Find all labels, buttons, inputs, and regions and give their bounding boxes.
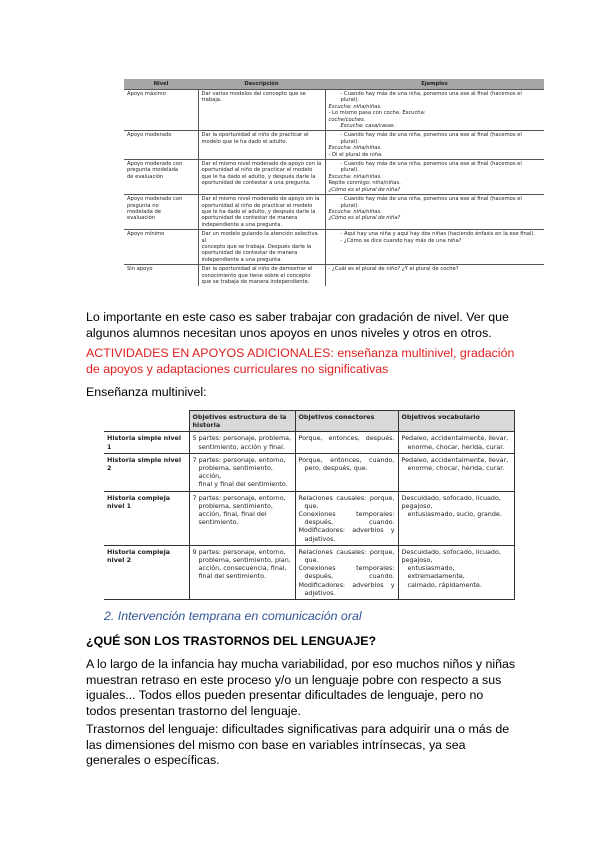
support-level-row — [124, 230, 544, 265]
descripcion-line: oportunidad de contestar de manera — [201, 215, 298, 222]
nivel-cell — [124, 90, 198, 131]
descripcion-line: oportunidad de contestar de manera — [201, 250, 298, 257]
vocabulario-cell — [398, 453, 514, 491]
descripcion-line: oportunidad al niño de practicar el modelo — [201, 202, 313, 209]
header-blank — [104, 411, 189, 432]
conectores-cell — [295, 453, 398, 491]
ejemplo-line: - Cuando hay más de una niña, ponemos una ese al final (hacemos el plural). — [340, 91, 522, 104]
descripcion-cell — [198, 90, 325, 131]
ejemplo-line: - Di el plural de niña. — [328, 151, 383, 158]
ejemplos-cell — [325, 131, 544, 160]
vocabulario-line: calmado, rápidamente. — [407, 580, 482, 589]
nivel-line: Apoyo mínimo — [127, 231, 165, 238]
multilevel-row — [104, 545, 514, 599]
conectores-line: después, cuando. — [304, 518, 395, 527]
support-levels-header-row — [124, 79, 544, 90]
support-level-row — [124, 195, 544, 230]
ejemplo-line: - Cuando hay más de una niña, ponemos una ese al final (hacemos el plural). — [340, 132, 522, 145]
vocabulario-line: Descuidado, sofocado, licuado, pegajoso, — [401, 493, 501, 510]
descripcion-line: Dar el mismo nivel moderado de apoyo con la — [201, 161, 322, 168]
nivel-line: de evaluación — [127, 173, 164, 180]
conectores-line: Conexiones temporales: — [298, 564, 395, 573]
estructura-line: problema, sentimiento, — [198, 501, 273, 510]
conectores-line: Porque, entonces, cuando, — [298, 455, 395, 464]
heading-actividades-apoyos: ACTIVIDADES EN APOYOS ADICIONALES: enseñanza multinivel, gradación de apoyos y adaptaciones curriculares no significativas — [86, 346, 515, 376]
ejemplos-cell — [325, 195, 544, 230]
descripcion-line: conocimiento que tiene sobre el concepto — [201, 272, 311, 279]
estructura-line: problema, sentimiento, acción, — [198, 464, 273, 481]
ejemplos-cell — [325, 265, 544, 287]
paragraph-ensenanza-multinivel: Enseñanza multinivel: — [86, 385, 207, 399]
multilevel-body — [104, 432, 514, 600]
descripcion-line: que se trabaja de manera independiente. — [201, 278, 310, 285]
header-vocabulario: Objetivos vocabulario — [398, 411, 514, 432]
conectores-line: que. — [304, 556, 319, 565]
paragraph-gradacion: Lo importante en este caso es saber trabajar con gradación de nivel. Ver que algunos alumnos necesitan unos apoyos en unos niveles y otros en otros. — [86, 310, 509, 340]
conectores-line: pero, después, que. — [304, 464, 368, 473]
support-level-row — [124, 131, 544, 160]
estructura-line: 9 partes: personaje, entorno, — [192, 547, 286, 556]
historia-label-cell: Historia simple nivel 1 — [104, 432, 189, 453]
nivel-line: Apoyo moderado con — [127, 161, 183, 168]
estructura-cell — [189, 545, 295, 599]
conectores-cell — [295, 545, 398, 599]
descripcion-cell — [198, 265, 325, 287]
vocabulario-line: enorme, chocar, herida, curar. — [407, 442, 505, 451]
nivel-line: pregunta no — [127, 202, 159, 209]
historia-label-cell: Historia compleja nivel 1 — [104, 491, 189, 545]
vocabulario-line: enorme, chocar, herida, curar. — [407, 464, 505, 473]
vocabulario-cell — [398, 432, 514, 453]
estructura-line: sentimiento, acción y final. — [198, 442, 285, 451]
support-level-row — [124, 160, 544, 195]
vocabulario-cell — [398, 491, 514, 545]
vocabulario-line: Pedaleo, accidentalmente, llevar, — [401, 455, 509, 464]
header-descripcion: Descripción — [198, 79, 325, 90]
estructura-line: acción, consecuencia, final, — [198, 564, 287, 573]
descripcion-line: oportunidad al niño de practicar el modelo — [201, 167, 313, 174]
nivel-line: Sin apoyo — [127, 266, 153, 273]
vocabulario-line: Pedaleo, accidentalmente, llevar, — [401, 434, 509, 443]
estructura-line: final del sentimiento. — [198, 572, 267, 581]
descripcion-line: Dar el mismo nivel moderado de apoyo sin la — [201, 196, 320, 203]
nivel-cell — [124, 131, 198, 160]
header-estructura: Objetivos estructura de la historia — [189, 411, 295, 432]
ejemplos-cell — [325, 160, 544, 195]
nivel-line: Apoyo moderado — [127, 132, 172, 139]
ejemplo-line: Escucha: niña/niñas. — [328, 208, 382, 215]
descripcion-line: independiente a una pregunta. — [201, 221, 283, 228]
descripcion-cell — [198, 160, 325, 195]
ejemplo-line: coche/coches. — [328, 116, 366, 123]
estructura-cell — [189, 453, 295, 491]
descripcion-line: Dar varios modelos del concepto que se trabaja. — [201, 91, 306, 104]
vocabulario-line: entusiasmado, extremadamente, — [407, 564, 465, 581]
header-nivel: Nivel — [124, 79, 198, 90]
ejemplo-line: Escucha: niña/niñas. — [328, 173, 382, 180]
conectores-line: adjetivos. — [304, 588, 336, 597]
descripcion-line: Dar un modelo guiando la atención selectiva al — [201, 231, 318, 244]
descripcion-line: oportunidad de contestar a una pregunta. — [201, 180, 311, 187]
vocabulario-line: Descuidado, sofocado, licuado, pegajoso, — [401, 547, 501, 565]
conectores-line: Relaciones causales: porque, — [298, 547, 395, 556]
ejemplo-line: ¿Cómo es el plural de niña? — [328, 215, 401, 222]
vocabulario-line: entusiasmado, sucio, grande. — [407, 510, 502, 519]
ejemplo-line: ¿Cómo es el plural de niña? — [328, 186, 401, 193]
estructura-line: acción, final, final del — [198, 510, 267, 519]
ejemplo-line: Escucha: niña/niñas. — [328, 103, 382, 110]
section-intervencion-temprana: 2. Intervención temprana en comunicación oral — [104, 609, 362, 623]
conectores-line: después, cuando. — [304, 572, 395, 581]
support-levels-body — [124, 90, 544, 287]
ejemplo-line: - ¿Cómo se dice cuando hay más de una niña? — [340, 237, 462, 244]
ejemplo-line: - Cuando hay más de una niña, ponemos una ese al final (hacemos el plural). — [340, 161, 522, 174]
ejemplo-line: - Aquí hay una niña y aquí hay dos niñas (haciendo énfasis en la ese final). — [340, 231, 536, 238]
ejemplo-line: Repite conmigo: niña/niñas. — [328, 180, 401, 187]
estructura-line: 7 partes: personaje, entorno, — [192, 493, 286, 502]
conectores-line: Relaciones causales: porque, — [298, 493, 395, 502]
estructura-cell — [189, 432, 295, 453]
ejemplo-line: - Cuando hay más de una niña, ponemos una ese al final (hacemos el plural). — [340, 196, 522, 209]
multilevel-row — [104, 432, 514, 453]
nivel-line: Apoyo moderado con — [127, 196, 183, 203]
ejemplo-line: Escucha: niña/niñas. — [328, 145, 382, 152]
support-level-row — [124, 90, 544, 131]
conectores-line: adjetivos. — [304, 534, 336, 543]
nivel-line: pregunta modelada — [127, 167, 179, 174]
conectores-cell — [295, 491, 398, 545]
conectores-line: Porque, entonces, después. — [298, 434, 395, 443]
multilevel-row — [104, 491, 514, 545]
conectores-line: Modificadores: adverbios y — [298, 580, 395, 589]
estructura-line: sentimiento. — [198, 518, 239, 527]
multilevel-header-row — [104, 411, 514, 432]
estructura-cell — [189, 491, 295, 545]
multilevel-row — [104, 453, 514, 491]
nivel-cell — [124, 160, 198, 195]
estructura-line: 7 partes: personaje, entorno, — [192, 455, 286, 464]
ejemplos-cell — [325, 230, 544, 265]
nivel-cell — [124, 265, 198, 287]
nivel-cell — [124, 230, 198, 265]
ejemplo-line: - ¿Cuál es el plural de niño? ¿Y el plural de coche? — [328, 266, 459, 273]
vocabulario-cell — [398, 545, 514, 599]
header-ejemplos: Ejemplos — [325, 79, 544, 90]
ejemplos-cell — [325, 90, 544, 131]
descripcion-line: concepto que se trabaja. Después darle la — [201, 243, 312, 250]
header-conectores: Objetivos conectores — [295, 411, 398, 432]
estructura-line: 5 partes: personaje, problema, — [192, 434, 292, 443]
nivel-line: evaluación — [127, 215, 156, 222]
descripcion-cell — [198, 131, 325, 160]
conectores-line: Modificadores: adverbios y — [298, 526, 395, 535]
ejemplo-line: - Lo mismo pasa con coche. Escucha: — [328, 110, 426, 117]
nivel-cell — [124, 195, 198, 230]
estructura-line: final y final del sentimiento. — [198, 480, 288, 489]
descripcion-cell — [198, 230, 325, 265]
paragraph-variabilidad: A lo largo de la infancia hay mucha variabilidad, por eso muchos niños y niñas muestran retraso en este proceso y/o un lenguaje pobre con respecto a sus iguales... Todos ellos pueden presentar dificultades de lenguaje, pero no todos presentan trastorno del lenguaje. — [86, 657, 516, 718]
ejemplo-line: Escucha: casa/casas. — [340, 123, 396, 130]
historia-label-cell: Historia simple nivel 2 — [104, 453, 189, 491]
conectores-cell — [295, 432, 398, 453]
support-level-row — [124, 265, 544, 287]
historia-label-cell: Historia compleja nivel 2 — [104, 545, 189, 599]
descripcion-line: Dar la oportunidad al niño de demostrar el — [201, 266, 313, 273]
conectores-line: que. — [304, 501, 319, 510]
support-levels-table — [124, 79, 544, 286]
descripcion-line: independiente a una pregunta. — [201, 256, 283, 263]
descripcion-line: modelo que le ha dado el adulto. — [201, 138, 288, 145]
nivel-line: modelada de — [127, 208, 161, 215]
descripcion-cell — [198, 195, 325, 230]
estructura-line: problema, sentimiento, plan, — [198, 556, 291, 565]
descripcion-line: Dar la oportunidad al niño de practicar el — [201, 132, 309, 139]
heading-trastornos-lenguaje: ¿QUÉ SON LOS TRASTORNOS DEL LENGUAJE? — [86, 634, 377, 648]
descripcion-line: que le ha dado el adulto, y después darle la — [201, 173, 316, 180]
multilevel-table — [104, 410, 515, 600]
nivel-line: Apoyo máximo — [127, 91, 166, 97]
descripcion-line: que le ha dado el adulto, y después darle la — [201, 208, 316, 215]
conectores-line: Conexiones temporales: — [298, 510, 395, 519]
paragraph-definicion-trastornos: Trastornos del lenguaje: dificultades significativas para adquirir una o más de las dimensiones del mismo con base en variables intrínsecas, ya sea generales o específicas. — [86, 722, 510, 767]
